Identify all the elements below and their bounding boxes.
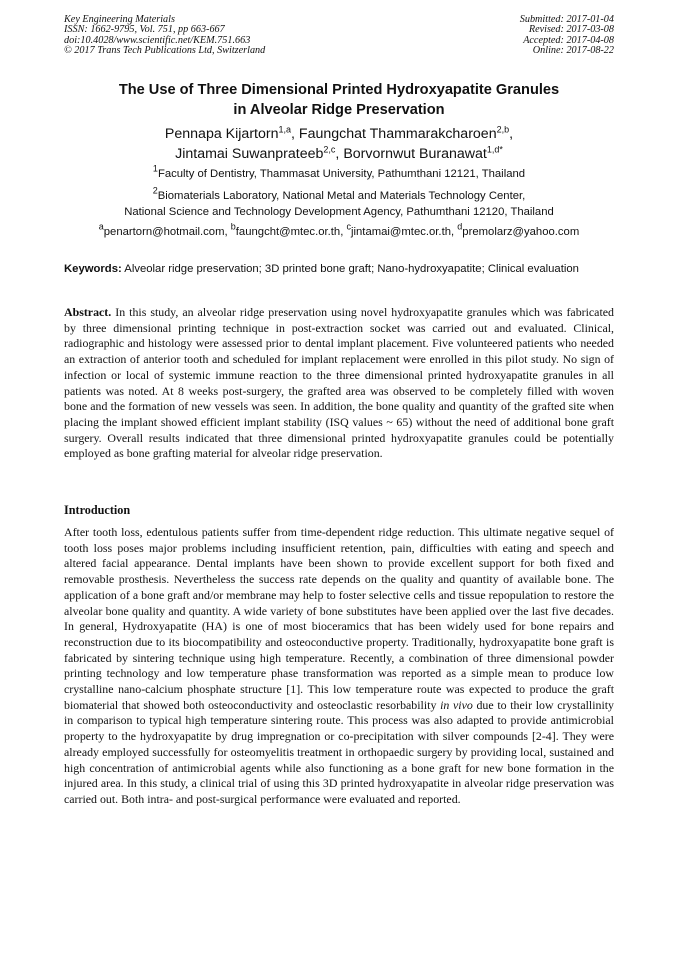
keywords-label: Keywords: xyxy=(64,263,122,275)
abstract-label: Abstract. xyxy=(64,305,112,319)
intro-italic-term: in vivo xyxy=(440,697,473,712)
journal-issn: ISSN: 1662-9795, Vol. 751, pp 663-667 xyxy=(64,24,225,36)
affiliation-sup: 2 xyxy=(152,185,158,196)
intro-text-part-2: due to their low crystallinity in comparison to typical high temperature sintering route. This process was also adapted to provide antimicrobial property to the hydroxyapatite by drug impregnation or co-precipitation with silver compounds [2-4]. They were already employed successfully for osteomyelitis treatment in orthopaedic surgery by providing local, sustained and high concentration of antimicrobial agents while also functioning as a bone graft for new bone formation in the injured area. In this study, a clinical trial of using this 3D printed hydroxyapatite in alveolar ridge preservation was carried out. Both intra- and post-surgical performance were evaluated and reported. xyxy=(64,697,614,806)
email-sup: d xyxy=(457,221,463,232)
author-name: Borvornwut Buranawat xyxy=(343,146,487,162)
email-list: $^a$penartorn@hotmail.com, $^b$faungcht@mtec.or.th, $^c$jintamai@mtec.or.th, $^d$premolarz@yahoo.com xyxy=(98,221,580,238)
author-line-2: Jintamai Suwanprateeb$^{2,c}$, Borvornwut Buranawat$^{1,d*}$ xyxy=(175,144,503,162)
journal-header xyxy=(64,15,265,57)
introduction-body xyxy=(64,525,614,808)
email-sup: b xyxy=(230,221,236,232)
paper-title xyxy=(40,80,638,120)
author-sup: 1,d* xyxy=(486,144,503,155)
introduction-heading: Introduction xyxy=(64,503,131,517)
keywords-text: Alveolar ridge preservation; 3D printed bone graft; Nano-hydroxyapatite; Clinical evaluation xyxy=(124,263,579,275)
affiliation-text: Faculty of Dentistry, Thammasat University, Pathumthani 12121, Thailand xyxy=(157,168,526,180)
affiliation-text: National Science and Technology Development Agency, Pathumthani 12120, Thailand xyxy=(124,206,554,218)
affiliation-1 xyxy=(40,163,638,182)
journal-name: Key Engineering Materials xyxy=(64,14,175,25)
email-address: penartorn@hotmail.com xyxy=(103,226,225,238)
email-sup: c xyxy=(346,221,351,232)
email-sup: a xyxy=(98,221,104,232)
affiliation-text: Biomaterials Laboratory, National Metal and Materials Technology Center, xyxy=(157,190,526,202)
author-sup: 1,a xyxy=(278,124,292,135)
abstract xyxy=(64,305,614,462)
accepted-date: Accepted: 2017-04-08 xyxy=(523,34,614,46)
revised-date: Revised: 2017-03-08 xyxy=(528,24,614,36)
author-name: Pennapa Kijartorn xyxy=(164,126,279,142)
affiliation-2 xyxy=(40,185,638,220)
intro-text-part-1: After tooth loss, edentulous patients suffer from time-dependent ridge reduction. This ultimate negative sequel of tooth loss poses major problems including insufficient retention, pain, difficulties with eating and speech and altered facial appearance. Dental implants have been shown to provide excellent support for both fixed and removable prosthesis. Nevertheless the success rate depends on the quality and quantity of available bone. The application of a bone graft and/or membrane may help to foster selective cells and tissue repopulation to restore the alveolar bone quality and quantity. A wide variety of bone substitutes have been applied over the last five decades. In general, Hydroxyapatite (HA) is one of most bioceramics that has been widely used for bone repairs and reconstruction due to its biocompatibility and osteoconductive property. Traditionally, hydroxyapatite bone graft is fabricated by sintering technique using high temperature. Recently, a combination of three dimensional powder printing technology and low temperature phase transformation was reported as a simple mean to produce low crystalline nano-calcium phosphate structure [1]. This low temperature route was expected to produce the graft biomaterial that showed both osteoconductivity and osteoclastic resorbability xyxy=(64,525,614,712)
submitted-date: Submitted: 2017-01-04 xyxy=(519,14,614,25)
author-sup: 2,b xyxy=(496,124,510,135)
dates-header xyxy=(520,15,614,57)
keywords xyxy=(64,262,614,276)
affiliation-sup: 1 xyxy=(152,163,158,174)
journal-doi: doi:10.4028/www.scientific.net/KEM.751.663 xyxy=(64,34,251,46)
online-date: Online: 2017-08-22 xyxy=(532,45,614,57)
title-line-2: in Alveolar Ridge Preservation xyxy=(233,102,445,118)
abstract-text: In this study, an alveolar ridge preservation using novel hydroxyapatite granules which was fabricated by three dimensional printing technique in post-extraction socket was carried out and evaluated. Clinical, radiographic and histology were assessed prior to dental implant placement. Five volunteered patients who needed an extraction of anterior tooth and scheduled for implant replacement were enrolled in this pilot study. No sign of infection or local of systemic immune reaction to the three dimensional printed hydroxyapatite granules in all patients was noted. At 8 weeks post-surgery, the grafted area was observed to be completely filled with woven bone and the formation of new vessels was seen. In addition, the bone quality and quantity of the grafted site when placing the implant showed efficient implant stability (ISQ values ~ 65) without the need of additional bone graft surgery. Overall results indicated that three dimensional printed hydroxyapatite granules could be potentially employed as bone grafting material for alveolar ridge preservation. xyxy=(64,305,614,461)
journal-copyright: © 2017 Trans Tech Publications Ltd, Switzerland xyxy=(64,45,266,57)
email-address: faungcht@mtec.or.th xyxy=(235,226,341,238)
author-sup: 2,c xyxy=(323,144,336,155)
title-line-1: The Use of Three Dimensional Printed Hydroxyapatite Granules xyxy=(118,82,560,98)
author-line-1: Pennapa Kijartorn$^{1,a}$, Faungchat Thammarakcharoen$^{2,b}$, xyxy=(164,124,514,142)
email-address: jintamai@mtec.or.th xyxy=(351,226,451,238)
email-address: premolarz@yahoo.com xyxy=(462,226,580,238)
author-name: Faungchat Thammarakcharoen xyxy=(298,126,497,142)
author-name: Jintamai Suwanprateeb xyxy=(175,146,324,162)
author-list xyxy=(40,124,638,164)
